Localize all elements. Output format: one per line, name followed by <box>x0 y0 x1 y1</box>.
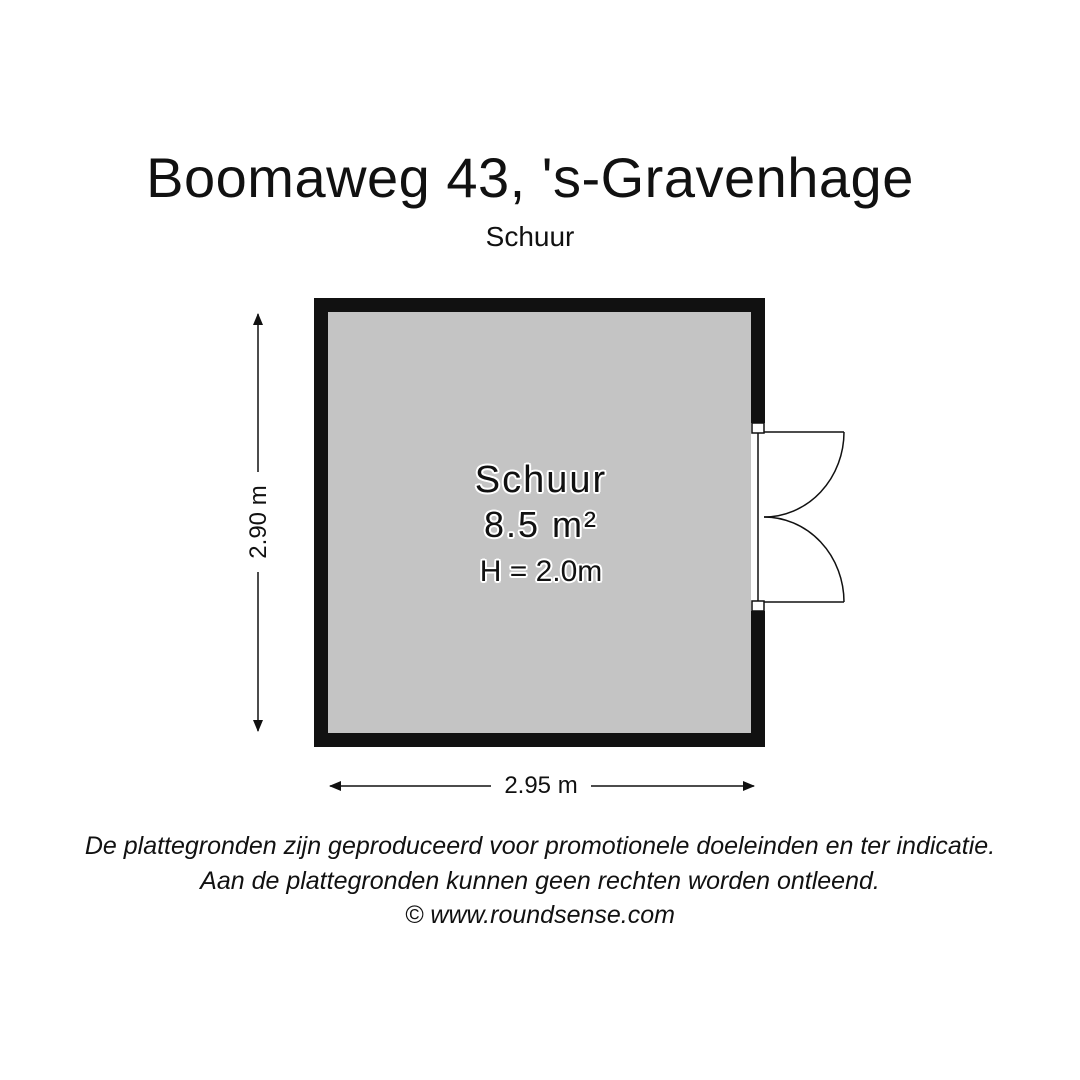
floor-name: Schuur <box>485 221 575 252</box>
copyright-line: © www.roundsense.com <box>405 901 675 929</box>
door-frame-top <box>752 423 764 433</box>
page-title: Boomaweg 43, 's-Gravenhage <box>146 146 914 209</box>
door-swing-bottom <box>764 517 844 602</box>
door-swing-top <box>764 432 844 517</box>
depth-dimension-label: 2.90 m <box>243 472 275 572</box>
width-dimension-label: 2.95 m <box>491 770 591 802</box>
disclaimer-line-1: De plattegronden zijn geproduceerd voor promotionele doeleinden en ter indicatie. <box>84 832 996 860</box>
disclaimer-line-2: Aan de plattegronden kunnen geen rechten worden ontleend. <box>200 867 880 895</box>
room-name: Schuur <box>474 459 608 501</box>
door-frame-bottom <box>752 601 764 611</box>
room-area: 8.5 m² <box>483 504 599 545</box>
room-height: H = 2.0m <box>479 555 603 588</box>
